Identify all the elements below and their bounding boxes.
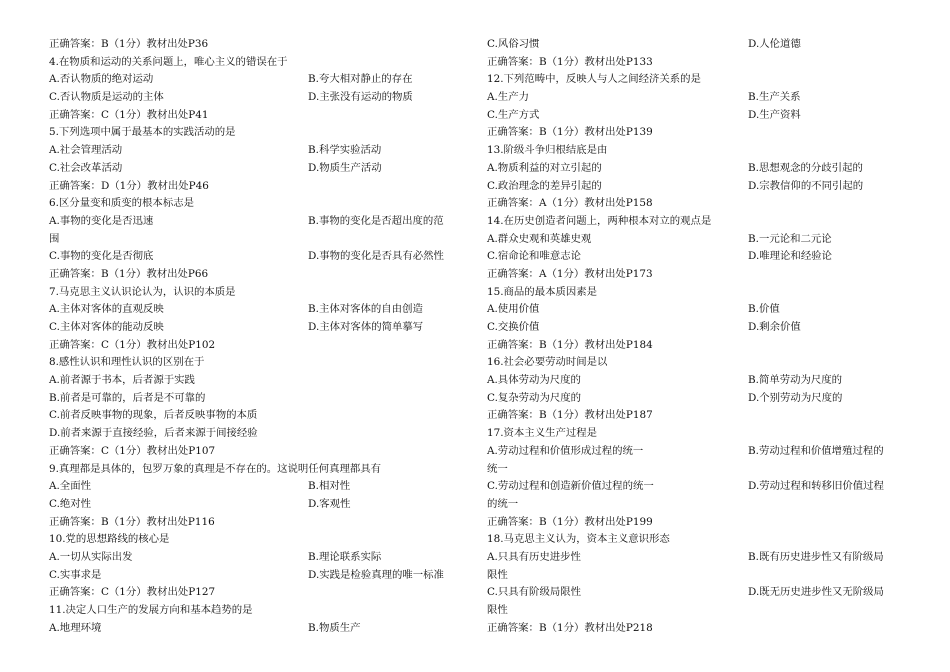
line-text: 正确答案：B（1分）教材出处P66 bbox=[49, 267, 209, 280]
line-text: 15.商品的最本质因素是 bbox=[487, 285, 598, 298]
text-line bbox=[49, 354, 469, 372]
option-right: B.思想观念的分歧引起的 bbox=[748, 161, 863, 174]
text-line bbox=[49, 213, 469, 231]
text-line bbox=[49, 478, 469, 496]
line-text: 正确答案：A（1分）教材出处P173 bbox=[487, 267, 653, 280]
text-line bbox=[487, 213, 907, 231]
option-left: A.劳动过程和价值形成过程的统一 bbox=[487, 444, 644, 457]
text-line bbox=[487, 107, 907, 125]
option-left: A.具体劳动为尺度的 bbox=[487, 374, 581, 387]
text-line bbox=[49, 372, 469, 390]
line-text: 的统一 bbox=[487, 497, 519, 510]
option-left: C.只具有阶级局限性 bbox=[487, 586, 582, 599]
text-line bbox=[49, 266, 469, 284]
line-text: 8.感性认识和理性认识的区别在于 bbox=[49, 356, 205, 369]
line-text: D.前者来源于直接经验，后者来源于间接经验 bbox=[49, 427, 258, 440]
line-text: 9.真理都是具体的，包罗万象的真理是不存在的。这说明任何真理都具有 bbox=[49, 462, 382, 475]
text-line bbox=[487, 602, 907, 620]
line-text: 12.下列范畴中，反映人与人之间经济关系的是 bbox=[487, 73, 701, 86]
line-text: B.前者是可靠的，后者是不可靠的 bbox=[49, 391, 206, 404]
text-line bbox=[49, 71, 469, 89]
option-left: A.主体对客体的直观反映 bbox=[49, 303, 164, 316]
option-left: C.交换价值 bbox=[487, 321, 540, 333]
text-line bbox=[487, 407, 907, 425]
option-left: A.地理环境 bbox=[49, 621, 102, 634]
line-text: 限性 bbox=[487, 568, 508, 581]
text-line bbox=[49, 178, 469, 196]
option-right: B.科学实验活动 bbox=[308, 144, 382, 157]
option-right: B.相对性 bbox=[308, 480, 351, 493]
option-right: D.唯理论和经验论 bbox=[748, 250, 832, 263]
option-left: C.复杂劳动为尺度的 bbox=[487, 391, 582, 404]
text-line bbox=[487, 531, 907, 549]
option-left: C.宿命论和唯意志论 bbox=[487, 250, 582, 263]
right-column bbox=[487, 36, 907, 637]
text-line bbox=[49, 107, 469, 125]
line-text: 18.马克思主义认为，资本主义意识形态 bbox=[487, 533, 670, 546]
option-right: D.客观性 bbox=[308, 497, 351, 510]
option-left: C.绝对性 bbox=[49, 497, 92, 510]
line-text: 正确答案：B（1分）教材出处P199 bbox=[487, 515, 653, 528]
text-line bbox=[49, 301, 469, 319]
option-left: C.生产方式 bbox=[487, 108, 540, 121]
option-left: C.事物的变化是否彻底 bbox=[49, 250, 154, 263]
line-text: 正确答案：B（1分）教材出处P133 bbox=[487, 55, 653, 68]
text-line bbox=[49, 584, 469, 602]
option-left: C.社会改革活动 bbox=[49, 161, 123, 174]
text-line bbox=[487, 354, 907, 372]
line-text: 16.社会必要劳动时间是以 bbox=[487, 356, 608, 369]
text-line bbox=[49, 248, 469, 266]
line-text: 正确答案：D（1分）教材出处P46 bbox=[49, 179, 209, 192]
text-line bbox=[487, 124, 907, 142]
line-text: 正确答案：B（1分）教材出处P218 bbox=[487, 621, 653, 634]
option-right: D.主体对客体的简单摹写 bbox=[308, 321, 424, 333]
text-line bbox=[49, 496, 469, 514]
option-right: B.物质生产 bbox=[308, 621, 361, 634]
line-text: 4.在物质和运动的关系问题上，唯心主义的错误在于 bbox=[49, 55, 288, 68]
option-left: A.事物的变化是否迅速 bbox=[49, 214, 154, 227]
text-line bbox=[487, 584, 907, 602]
line-text: 6.区分量变和质变的根本标志是 bbox=[49, 197, 194, 210]
text-line bbox=[49, 531, 469, 549]
line-text: 11.决定人口生产的发展方向和基本趋势的是 bbox=[49, 604, 253, 616]
text-line bbox=[487, 319, 907, 337]
line-text: 正确答案：B（1分）教材出处P139 bbox=[487, 126, 653, 139]
option-right: D.劳动过程和转移旧价值过程 bbox=[748, 480, 884, 493]
option-right: B.价值 bbox=[748, 303, 780, 316]
text-line bbox=[487, 195, 907, 213]
option-left: A.生产力 bbox=[487, 91, 529, 104]
text-line bbox=[487, 142, 907, 160]
option-left: A.群众史观和英雄史观 bbox=[487, 232, 592, 245]
line-text: 正确答案：A（1分）教材出处P158 bbox=[487, 197, 653, 210]
line-text: 围 bbox=[49, 232, 60, 245]
option-right: D.物质生产活动 bbox=[308, 161, 382, 174]
text-line bbox=[49, 443, 469, 461]
text-line bbox=[49, 195, 469, 213]
text-line bbox=[487, 549, 907, 567]
option-left: C.否认物质是运动的主体 bbox=[49, 91, 164, 104]
text-line bbox=[487, 443, 907, 461]
text-line bbox=[49, 142, 469, 160]
option-right: D.生产资料 bbox=[748, 108, 801, 121]
text-line bbox=[487, 620, 907, 638]
text-line bbox=[487, 89, 907, 107]
option-right: D.个别劳动为尺度的 bbox=[748, 391, 843, 404]
line-text: 5.下列选项中属于最基本的实践活动的是 bbox=[49, 126, 236, 139]
text-line bbox=[49, 425, 469, 443]
line-text: 正确答案：B（1分）教材出处P36 bbox=[49, 38, 209, 50]
option-right: D.既无历史进步性又无阶级局 bbox=[748, 586, 884, 599]
text-line bbox=[49, 231, 469, 249]
option-right: B.一元论和二元论 bbox=[748, 232, 832, 245]
text-line bbox=[49, 620, 469, 638]
option-right: B.理论联系实际 bbox=[308, 550, 382, 563]
option-right: B.事物的变化是否超出度的范 bbox=[308, 214, 444, 227]
option-right: B.主体对客体的自由创造 bbox=[308, 303, 423, 316]
line-text: 14.在历史创造者问题上，两种根本对立的观点是 bbox=[487, 214, 712, 227]
text-line bbox=[487, 390, 907, 408]
line-text: 限性 bbox=[487, 604, 508, 616]
text-line bbox=[487, 178, 907, 196]
option-left: C.主体对客体的能动反映 bbox=[49, 321, 164, 333]
text-line bbox=[487, 71, 907, 89]
option-left: C.劳动过程和创造新价值过程的统一 bbox=[487, 480, 654, 493]
text-line bbox=[49, 89, 469, 107]
text-line bbox=[487, 301, 907, 319]
option-right: D.事物的变化是否具有必然性 bbox=[308, 250, 444, 263]
line-text: A.前者源于书本，后者源于实践 bbox=[49, 374, 195, 387]
text-line bbox=[49, 124, 469, 142]
option-left: C.实事求是 bbox=[49, 568, 102, 581]
line-text: 正确答案：B（1分）教材出处P184 bbox=[487, 338, 653, 351]
line-text: 正确答案：B（1分）教材出处P116 bbox=[49, 515, 215, 528]
option-left: A.使用价值 bbox=[487, 303, 540, 316]
text-line bbox=[487, 461, 907, 479]
option-left: C.风俗习惯 bbox=[487, 38, 540, 50]
text-line bbox=[49, 549, 469, 567]
line-text: 17.资本主义生产过程是 bbox=[487, 427, 598, 440]
text-line bbox=[487, 160, 907, 178]
text-line bbox=[49, 36, 469, 54]
text-line bbox=[49, 337, 469, 355]
line-text: 统一 bbox=[487, 462, 508, 475]
option-left: C.政治理念的差异引起的 bbox=[487, 179, 602, 192]
text-line bbox=[49, 390, 469, 408]
text-line bbox=[49, 602, 469, 620]
option-left: A.一切从实际出发 bbox=[49, 550, 133, 563]
option-right: B.劳动过程和价值增殖过程的 bbox=[748, 444, 884, 457]
option-right: D.剩余价值 bbox=[748, 321, 801, 333]
option-right: B.既有历史进步性又有阶级局 bbox=[748, 550, 884, 563]
line-text: C.前者反映事物的现象，后者反映事物的本质 bbox=[49, 409, 258, 422]
line-text: 7.马克思主义认识论认为，认识的本质是 bbox=[49, 285, 236, 298]
text-line bbox=[487, 372, 907, 390]
text-line bbox=[487, 425, 907, 443]
line-text: 正确答案：C（1分）教材出处P107 bbox=[49, 444, 216, 457]
option-left: A.否认物质的绝对运动 bbox=[49, 73, 154, 86]
option-left: A.全面性 bbox=[49, 480, 91, 493]
text-line bbox=[487, 496, 907, 514]
option-right: D.人伦道德 bbox=[748, 38, 801, 50]
text-line bbox=[487, 514, 907, 532]
option-left: A.只具有历史进步性 bbox=[487, 550, 581, 563]
line-text: 10.党的思想路线的核心是 bbox=[49, 533, 170, 546]
text-line bbox=[49, 514, 469, 532]
left-column bbox=[49, 36, 469, 637]
text-line bbox=[487, 248, 907, 266]
text-line bbox=[49, 54, 469, 72]
option-right: D.主张没有运动的物质 bbox=[308, 91, 413, 104]
text-line bbox=[49, 407, 469, 425]
text-line bbox=[49, 461, 469, 479]
text-line bbox=[487, 266, 907, 284]
option-right: B.夸大相对静止的存在 bbox=[308, 73, 413, 86]
option-left: A.物质利益的对立引起的 bbox=[487, 161, 602, 174]
text-line bbox=[487, 54, 907, 72]
text-line bbox=[487, 478, 907, 496]
line-text: 正确答案：C（1分）教材出处P102 bbox=[49, 338, 216, 351]
option-right: B.生产关系 bbox=[748, 91, 801, 104]
text-line bbox=[487, 567, 907, 585]
text-line bbox=[487, 337, 907, 355]
text-line bbox=[487, 36, 907, 54]
option-right: D.宗教信仰的不同引起的 bbox=[748, 179, 864, 192]
text-line bbox=[487, 231, 907, 249]
text-line bbox=[49, 160, 469, 178]
text-line bbox=[49, 567, 469, 585]
line-text: 正确答案：B（1分）教材出处P187 bbox=[487, 409, 653, 422]
option-right: D.实践是检验真理的唯一标准 bbox=[308, 568, 444, 581]
line-text: 13.阶级斗争归根结底是由 bbox=[487, 144, 608, 157]
line-text: 正确答案：C（1分）教材出处P41 bbox=[49, 108, 209, 121]
text-line bbox=[487, 284, 907, 302]
option-right: B.简单劳动为尺度的 bbox=[748, 374, 843, 387]
text-line bbox=[49, 284, 469, 302]
option-left: A.社会管理活动 bbox=[49, 144, 123, 157]
line-text: 正确答案：C（1分）教材出处P127 bbox=[49, 586, 216, 599]
text-line bbox=[49, 319, 469, 337]
